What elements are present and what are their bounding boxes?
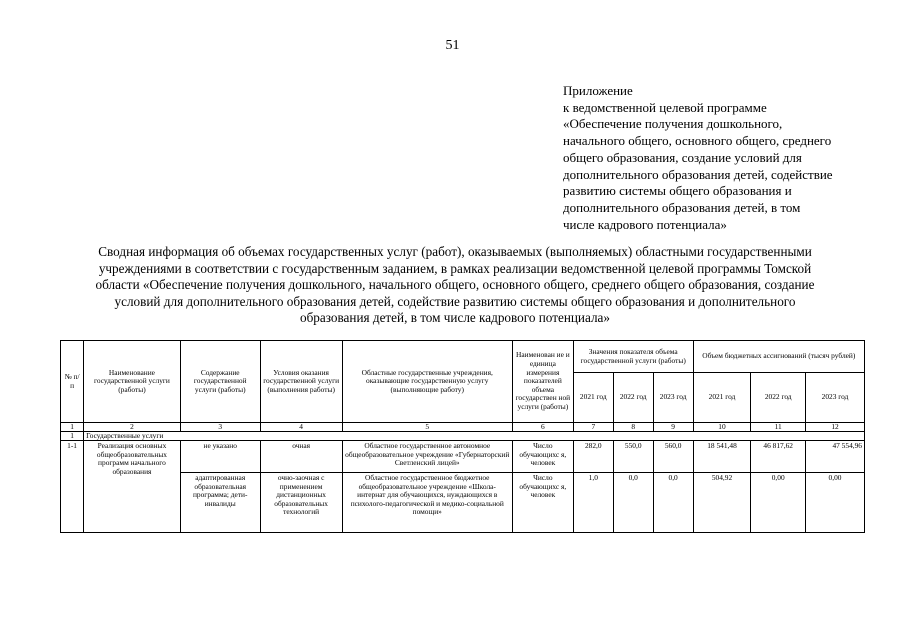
cell-volume-2023: 0,0 bbox=[653, 473, 693, 533]
cell-volume-2022: 0,0 bbox=[613, 473, 653, 533]
column-number: 7 bbox=[573, 423, 613, 432]
table-header-row bbox=[61, 341, 865, 373]
header-budget-2023: 2023 год bbox=[806, 373, 865, 423]
header-volume-2021: 2021 год bbox=[573, 373, 613, 423]
cell-volume-2021: 282,0 bbox=[573, 441, 613, 473]
header-volume-2022: 2022 год bbox=[613, 373, 653, 423]
cell-institution: Областное государственное бюджетное общеобразовательное учреждение «Школа-интернат для обучающихся, нуждающихся в психолого-педагогической и медико-социальной помощи» bbox=[342, 473, 512, 533]
cell-volume-2022: 550,0 bbox=[613, 441, 653, 473]
appendix-line: развитию системы общего образования и bbox=[563, 183, 792, 199]
appendix-line: к ведомственной целевой программе bbox=[563, 99, 767, 115]
item-num: 1-1 bbox=[61, 441, 84, 533]
section-title: Государственные услуги bbox=[84, 432, 865, 441]
appendix-line: «Обеспечение получения дошкольного, bbox=[563, 116, 783, 132]
section-row bbox=[61, 432, 865, 441]
column-number: 12 bbox=[806, 423, 865, 432]
column-number: 5 bbox=[342, 423, 512, 432]
cell-budget-2021: 504,92 bbox=[693, 473, 751, 533]
column-number: 11 bbox=[751, 423, 806, 432]
header-num: № п/п bbox=[61, 341, 84, 423]
column-number-row bbox=[61, 423, 865, 432]
cell-indicator: Число обучающихс я, человек bbox=[512, 473, 573, 533]
title-line: образования детей, в том числе кадрового потенциала» bbox=[300, 310, 610, 326]
services-table bbox=[60, 340, 865, 533]
header-budget-2022: 2022 год bbox=[751, 373, 806, 423]
title-line: области «Обеспечение получения дошкольного, начального общего, основного общего, среднего общего образования, создание bbox=[95, 277, 815, 293]
title-line: учреждениями в соответствии с государственным заданием, в рамках реализации ведомственной целевой программы Томской bbox=[98, 260, 812, 276]
header-conditions: Условия оказания государственной услуги (выполнения работы) bbox=[260, 341, 342, 423]
column-number: 9 bbox=[653, 423, 693, 432]
cell-conditions: очно-заочная с применением дистанционных образовательных технологий bbox=[260, 473, 342, 533]
column-number: 2 bbox=[84, 423, 181, 432]
cell-budget-2023: 0,00 bbox=[806, 473, 865, 533]
appendix-line: дополнительного образования детей, содействие bbox=[563, 166, 833, 182]
column-number: 3 bbox=[180, 423, 260, 432]
cell-content: не указано bbox=[180, 441, 260, 473]
cell-budget-2023: 47 554,96 bbox=[806, 441, 865, 473]
document-title bbox=[50, 244, 860, 327]
appendix-line: Приложение bbox=[563, 83, 633, 98]
column-number: 1 bbox=[61, 423, 84, 432]
column-number: 6 bbox=[512, 423, 573, 432]
cell-volume-2023: 560,0 bbox=[653, 441, 693, 473]
header-volume-group: Значения показателя объема государственной услуги (работы) bbox=[573, 341, 693, 373]
appendix-line: общего образования, создание условий для bbox=[563, 149, 802, 165]
appendix-line: дополнительного образования детей, в том bbox=[563, 199, 801, 215]
cell-budget-2021: 18 541,48 bbox=[693, 441, 751, 473]
title-line: условий для дополнительного образования детей, содействие развитию системы общего образования и дополнительного bbox=[114, 293, 796, 309]
cell-content: адаптированная образовательная программа; дети-инвалиды bbox=[180, 473, 260, 533]
header-content: Содержание государственной услуги (работы) bbox=[180, 341, 260, 423]
header-institutions: Областные государственные учреждения, оказывающие государственную услугу (выполняющие работу) bbox=[342, 341, 512, 423]
cell-volume-2021: 1,0 bbox=[573, 473, 613, 533]
appendix-line: числе кадрового потенциала» bbox=[563, 216, 727, 232]
item-service-name: Реализация основных общеобразовательных программ начального образования bbox=[84, 441, 181, 533]
cell-institution: Областное государственное автономное общеобразовательное учреждение «Губернаторский Светленский лицей» bbox=[342, 441, 512, 473]
cell-indicator: Число обучающихс я, человек bbox=[512, 441, 573, 473]
header-volume-2023: 2023 год bbox=[653, 373, 693, 423]
column-number: 8 bbox=[613, 423, 653, 432]
page-number: 51 bbox=[445, 38, 460, 53]
cell-budget-2022: 46 817,62 bbox=[751, 441, 806, 473]
section-num: 1 bbox=[61, 432, 84, 441]
table-row bbox=[61, 473, 865, 533]
title-line: Сводная информация об объемах государственных услуг (работ), оказываемых (выполняемых) областными государственными bbox=[98, 244, 812, 259]
cell-budget-2022: 0,00 bbox=[751, 473, 806, 533]
column-number: 10 bbox=[693, 423, 751, 432]
column-number: 4 bbox=[260, 423, 342, 432]
appendix-line: начального общего, основного общего, среднего bbox=[563, 133, 832, 149]
header-budget-group: Объем бюджетных ассигнований (тысяч рублей) bbox=[693, 341, 864, 373]
appendix-header bbox=[563, 83, 863, 233]
header-budget-2021: 2021 год bbox=[693, 373, 751, 423]
cell-conditions: очная bbox=[260, 441, 342, 473]
header-service-name: Наименование государственной услуги (работы) bbox=[84, 341, 181, 423]
table-row bbox=[61, 441, 865, 473]
header-indicator: Наименован ие и единица измерения показателей объема государствен ной услуги (работы) bbox=[512, 341, 573, 423]
